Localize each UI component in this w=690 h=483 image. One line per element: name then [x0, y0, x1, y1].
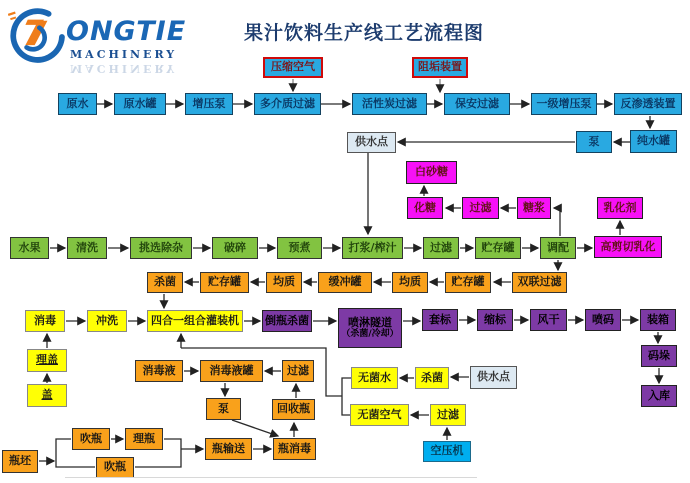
company-logo [8, 6, 218, 78]
flow-node-bottle-sorting: 理瓶 [125, 428, 163, 450]
flow-node-fruit: 水果 [10, 237, 49, 259]
flow-node-buffer-tank: 缓冲罐 [318, 272, 372, 293]
flow-node-antiscalant-device: 阻垢装置 [412, 57, 468, 78]
flow-node-juice-storage-tank: 贮存罐 [475, 237, 521, 259]
page-title: 果汁饮料生产线工艺流程图 [244, 22, 485, 44]
flow-node-carbon-filter: 活性炭过滤 [352, 93, 427, 115]
flow-node-sterile-air: 无菌空气 [350, 404, 409, 426]
flow-node-disinfect: 消毒 [25, 310, 65, 332]
flow-node-crushing: 破碎 [212, 237, 258, 259]
flow-node-sanitizer-pump: 泵 [206, 398, 241, 420]
flow-node-bottle-disinfect: 瓶消毒 [273, 438, 316, 460]
flow-node-water-supply-point-1: 供水点 [347, 132, 396, 153]
flow-node-cap-sorting: 理盖 [27, 349, 67, 372]
flow-node-sterile-water: 无菌水 [351, 367, 398, 389]
flow-node-stage1-booster-pump: 一级增压泵 [531, 93, 597, 115]
flow-node-packing: 装箱 [640, 309, 676, 331]
flow-node-sorting: 挑选除杂 [130, 237, 192, 259]
flow-node-invert-bottle-sterilize: 倒瓶杀菌 [262, 310, 312, 332]
flow-node-syrup: 糖浆 [517, 197, 551, 219]
flow-node-palletize: 码垛 [641, 345, 677, 367]
flow-node-warehouse: 入库 [641, 385, 677, 407]
flow-node-shrink-label: 缩标 [477, 309, 513, 331]
flow-node-blending: 调配 [540, 237, 576, 259]
brand-name: ONGTIE [66, 16, 187, 47]
logo-mark-icon [8, 8, 66, 66]
flow-node-blow-molding-1: 吹瓶 [72, 428, 110, 450]
flow-node-pulping-juicing: 打浆/榨汁 [342, 237, 403, 259]
flow-node-white-sugar: 白砂糖 [406, 161, 457, 184]
flow-node-bottle-conveying: 瓶输送 [205, 438, 252, 460]
flow-node-storage-tank-b: 贮存罐 [445, 272, 491, 293]
flow-node-sterilize-main: 杀菌 [147, 272, 183, 293]
flow-node-homogenize-2: 均质 [392, 272, 428, 293]
flow-node-raw-water-tank: 原水罐 [114, 93, 166, 115]
flow-node-security-filter: 保安过滤 [444, 93, 510, 115]
flow-node-homogenize-1: 均质 [266, 272, 302, 293]
flow-edge [554, 208, 560, 236]
flow-node-sleeve-label: 套标 [422, 309, 458, 331]
flow-edge [232, 420, 278, 436]
flow-node-washing: 清洗 [67, 237, 107, 259]
flow-node-booster-pump: 增压泵 [185, 93, 233, 115]
flow-node-raw-water: 原水 [58, 93, 97, 115]
flow-node-sanitizer-filter: 过滤 [282, 360, 314, 382]
flow-node-emulsifier: 乳化剂 [597, 197, 643, 219]
flow-node-air-dry: 风干 [530, 309, 567, 331]
flow-node-sugar-melting: 化糖 [407, 197, 443, 219]
flow-node-rinse: 冲洗 [87, 310, 127, 332]
flow-node-recycle-bottle: 回收瓶 [272, 399, 315, 420]
flow-node-high-shear-emulsify: 高剪切乳化 [594, 236, 662, 258]
flow-node-multimedia-filter: 多介质过滤 [254, 93, 321, 115]
flow-node-storage-tank-a: 贮存罐 [200, 272, 249, 293]
flow-node-air-filter: 过滤 [430, 404, 466, 426]
flow-node-precooking: 预煮 [277, 237, 322, 259]
flow-node-inkjet-code: 喷码 [585, 309, 621, 331]
flow-node-compressed-air: 压缩空气 [263, 57, 323, 78]
flow-node-blow-molding-2: 吹瓶 [96, 457, 134, 478]
flow-node-preform: 瓶坯 [2, 450, 38, 473]
flow-node-spray-tunnel: 喷淋隧道 （杀菌/冷却） [338, 308, 402, 348]
flow-node-filler-4in1: 四合一组合灌装机 [147, 310, 243, 332]
flow-node-pump-top: 泵 [576, 131, 612, 153]
flow-node-water-sterilize: 杀菌 [415, 367, 449, 389]
flow-node-sugar-filter: 过滤 [462, 197, 499, 219]
flow-node-water-supply-point-2: 供水点 [470, 366, 517, 389]
flow-edge [56, 461, 95, 467]
flow-node-juice-filter: 过滤 [423, 237, 459, 259]
flow-node-sanitizer-tank: 消毒液罐 [200, 360, 263, 382]
flow-node-duplex-filter: 双联过滤 [512, 272, 567, 293]
flow-edge [56, 439, 71, 461]
flow-node-sanitizer: 消毒液 [135, 360, 183, 382]
flow-node-cap: 盖 [27, 384, 67, 407]
flow-node-ro-unit: 反渗透装置 [614, 93, 682, 115]
brand-subtitle-reflection: MACHINERY [70, 62, 178, 75]
flow-node-air-compressor: 空压机 [423, 441, 471, 462]
page-bottom-rule [65, 477, 477, 478]
flow-node-pure-water-tank: 纯水罐 [630, 130, 677, 153]
brand-subtitle: MACHINERY [70, 48, 178, 61]
